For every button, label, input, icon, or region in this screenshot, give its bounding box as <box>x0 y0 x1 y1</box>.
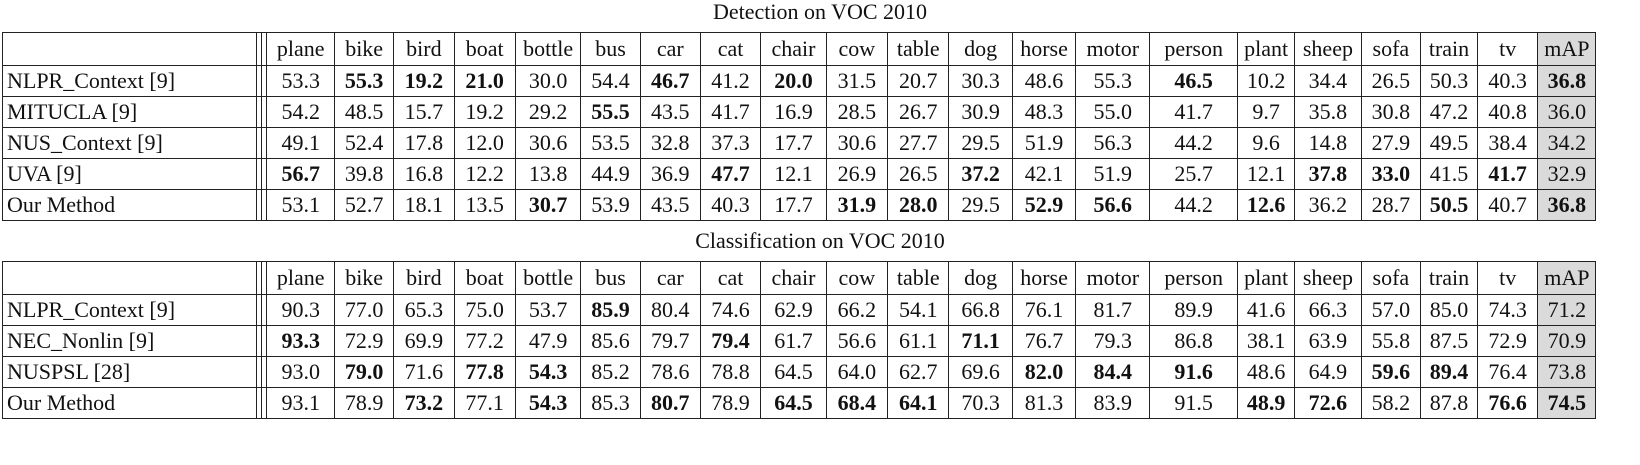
value-cell: 19.2 <box>454 97 515 128</box>
value-cell: 12.1 <box>1238 159 1295 190</box>
value-cell: 80.7 <box>640 388 700 419</box>
value-cell: 21.0 <box>454 66 515 97</box>
value-cell: 64.5 <box>761 357 827 388</box>
method-name: NEC_Nonlin [9] <box>3 326 257 357</box>
value-cell: 54.4 <box>581 66 640 97</box>
value-cell: 85.9 <box>581 295 640 326</box>
method-name: UVA [9] <box>3 159 257 190</box>
column-header: motor <box>1076 33 1150 66</box>
value-cell: 44.2 <box>1150 190 1238 221</box>
value-cell: 50.3 <box>1420 66 1477 97</box>
value-cell: 79.0 <box>335 357 394 388</box>
value-cell: 89.4 <box>1420 357 1477 388</box>
value-cell: 20.7 <box>888 66 949 97</box>
column-header: tv <box>1478 33 1538 66</box>
value-cell: 53.1 <box>267 190 335 221</box>
column-header: car <box>640 33 700 66</box>
value-cell: 76.7 <box>1012 326 1075 357</box>
table-row <box>3 295 1639 326</box>
column-header: tv <box>1478 262 1538 295</box>
value-cell: 49.1 <box>267 128 335 159</box>
column-header: dog <box>949 33 1012 66</box>
value-cell: 40.3 <box>700 190 760 221</box>
map-cell: 74.5 <box>1538 388 1596 419</box>
value-cell: 78.8 <box>700 357 760 388</box>
value-cell: 12.6 <box>1238 190 1295 221</box>
column-header: table <box>888 33 949 66</box>
map-cell: 36.0 <box>1538 97 1596 128</box>
column-header: car <box>640 262 700 295</box>
value-cell: 29.5 <box>949 128 1012 159</box>
value-cell: 56.6 <box>1076 190 1150 221</box>
map-cell: 32.9 <box>1538 159 1596 190</box>
value-cell: 28.0 <box>888 190 949 221</box>
value-cell: 85.6 <box>581 326 640 357</box>
value-cell: 87.8 <box>1420 388 1477 419</box>
value-cell: 77.0 <box>335 295 394 326</box>
value-cell: 68.4 <box>826 388 887 419</box>
value-cell: 55.8 <box>1361 326 1420 357</box>
value-cell: 13.8 <box>515 159 581 190</box>
value-cell: 70.3 <box>949 388 1012 419</box>
value-cell: 30.6 <box>515 128 581 159</box>
value-cell: 17.7 <box>761 128 827 159</box>
value-cell: 54.1 <box>888 295 949 326</box>
value-cell: 58.2 <box>1361 388 1420 419</box>
method-name: NLPR_Context [9] <box>3 66 257 97</box>
detection-table <box>2 32 1639 221</box>
table-row <box>3 388 1639 419</box>
column-header: cat <box>700 33 760 66</box>
value-cell: 39.8 <box>335 159 394 190</box>
value-cell: 77.1 <box>454 388 515 419</box>
table-row <box>3 326 1639 357</box>
value-cell: 32.8 <box>640 128 700 159</box>
value-cell: 87.5 <box>1420 326 1477 357</box>
value-cell: 41.7 <box>700 97 760 128</box>
method-name: Our Method <box>3 190 257 221</box>
value-cell: 57.0 <box>1361 295 1420 326</box>
map-cell: 71.2 <box>1538 295 1596 326</box>
map-cell: 36.8 <box>1538 190 1596 221</box>
value-cell: 9.6 <box>1238 128 1295 159</box>
value-cell: 66.3 <box>1295 295 1362 326</box>
value-cell: 47.9 <box>515 326 581 357</box>
value-cell: 30.0 <box>515 66 581 97</box>
value-cell: 81.3 <box>1012 388 1075 419</box>
value-cell: 59.6 <box>1361 357 1420 388</box>
value-cell: 12.2 <box>454 159 515 190</box>
column-header: bird <box>394 262 454 295</box>
value-cell: 71.6 <box>394 357 454 388</box>
value-cell: 66.2 <box>826 295 887 326</box>
value-cell: 36.2 <box>1295 190 1362 221</box>
value-cell: 85.2 <box>581 357 640 388</box>
value-cell: 55.5 <box>581 97 640 128</box>
method-name: MITUCLA [9] <box>3 97 257 128</box>
value-cell: 55.3 <box>1076 66 1150 97</box>
value-cell: 31.9 <box>826 190 887 221</box>
value-cell: 64.0 <box>826 357 887 388</box>
value-cell: 74.6 <box>700 295 760 326</box>
value-cell: 55.0 <box>1076 97 1150 128</box>
column-header: bike <box>335 33 394 66</box>
value-cell: 79.3 <box>1076 326 1150 357</box>
value-cell: 13.5 <box>454 190 515 221</box>
value-cell: 72.9 <box>335 326 394 357</box>
value-cell: 55.3 <box>335 66 394 97</box>
value-cell: 36.9 <box>640 159 700 190</box>
value-cell: 93.1 <box>267 388 335 419</box>
value-cell: 30.7 <box>515 190 581 221</box>
method-name: NUSPSL [28] <box>3 357 257 388</box>
value-cell: 53.5 <box>581 128 640 159</box>
value-cell: 81.7 <box>1076 295 1150 326</box>
column-header: person <box>1150 262 1238 295</box>
value-cell: 71.1 <box>949 326 1012 357</box>
value-cell: 76.1 <box>1012 295 1075 326</box>
column-header: chair <box>761 33 827 66</box>
value-cell: 63.9 <box>1295 326 1362 357</box>
value-cell: 16.8 <box>394 159 454 190</box>
value-cell: 89.9 <box>1150 295 1238 326</box>
column-header: sofa <box>1361 33 1420 66</box>
value-cell: 12.0 <box>454 128 515 159</box>
value-cell: 53.3 <box>267 66 335 97</box>
value-cell: 41.2 <box>700 66 760 97</box>
column-header: bus <box>581 33 640 66</box>
value-cell: 77.2 <box>454 326 515 357</box>
column-header: plant <box>1238 33 1295 66</box>
value-cell: 52.4 <box>335 128 394 159</box>
map-cell: 70.9 <box>1538 326 1596 357</box>
column-header: mAP <box>1538 33 1596 66</box>
column-header: cow <box>826 33 887 66</box>
value-cell: 30.8 <box>1361 97 1420 128</box>
value-cell: 26.5 <box>1361 66 1420 97</box>
classification-table <box>2 261 1639 419</box>
value-cell: 48.6 <box>1238 357 1295 388</box>
corner-cell <box>3 33 257 66</box>
column-header: chair <box>761 262 827 295</box>
table-row <box>3 97 1639 128</box>
value-cell: 86.8 <box>1150 326 1238 357</box>
value-cell: 41.7 <box>1478 159 1538 190</box>
value-cell: 42.1 <box>1012 159 1075 190</box>
method-name: Our Method <box>3 388 257 419</box>
value-cell: 84.4 <box>1076 357 1150 388</box>
column-header: sheep <box>1295 33 1362 66</box>
value-cell: 78.9 <box>335 388 394 419</box>
value-cell: 72.6 <box>1295 388 1362 419</box>
value-cell: 53.7 <box>515 295 581 326</box>
value-cell: 66.8 <box>949 295 1012 326</box>
table-row <box>3 357 1639 388</box>
column-header: train <box>1420 33 1477 66</box>
value-cell: 30.9 <box>949 97 1012 128</box>
value-cell: 41.7 <box>1150 97 1238 128</box>
value-cell: 35.8 <box>1295 97 1362 128</box>
value-cell: 69.9 <box>394 326 454 357</box>
value-cell: 40.3 <box>1478 66 1538 97</box>
value-cell: 56.7 <box>267 159 335 190</box>
table-caption: Classification on VOC 2010 <box>695 228 945 253</box>
value-cell: 26.5 <box>888 159 949 190</box>
map-cell: 36.8 <box>1538 66 1596 97</box>
value-cell: 73.2 <box>394 388 454 419</box>
value-cell: 27.7 <box>888 128 949 159</box>
value-cell: 28.5 <box>826 97 887 128</box>
column-header: sofa <box>1361 262 1420 295</box>
value-cell: 34.4 <box>1295 66 1362 97</box>
column-header: bird <box>394 33 454 66</box>
column-header: plane <box>267 33 335 66</box>
value-cell: 74.3 <box>1478 295 1538 326</box>
value-cell: 93.0 <box>267 357 335 388</box>
value-cell: 62.7 <box>888 357 949 388</box>
table-row <box>3 66 1639 97</box>
column-header: dog <box>949 262 1012 295</box>
method-name: NLPR_Context [9] <box>3 295 257 326</box>
header-row <box>3 262 1639 295</box>
value-cell: 29.5 <box>949 190 1012 221</box>
value-cell: 27.9 <box>1361 128 1420 159</box>
value-cell: 37.3 <box>700 128 760 159</box>
column-header: mAP <box>1538 262 1596 295</box>
value-cell: 50.5 <box>1420 190 1477 221</box>
column-header: boat <box>454 262 515 295</box>
value-cell: 61.1 <box>888 326 949 357</box>
value-cell: 52.7 <box>335 190 394 221</box>
value-cell: 79.7 <box>640 326 700 357</box>
value-cell: 47.7 <box>700 159 760 190</box>
value-cell: 51.9 <box>1012 128 1075 159</box>
value-cell: 41.5 <box>1420 159 1477 190</box>
column-header: cow <box>826 262 887 295</box>
value-cell: 30.6 <box>826 128 887 159</box>
value-cell: 83.9 <box>1076 388 1150 419</box>
value-cell: 49.5 <box>1420 128 1477 159</box>
value-cell: 40.7 <box>1478 190 1538 221</box>
value-cell: 56.6 <box>826 326 887 357</box>
value-cell: 20.0 <box>761 66 827 97</box>
value-cell: 56.3 <box>1076 128 1150 159</box>
column-header: horse <box>1012 33 1075 66</box>
value-cell: 69.6 <box>949 357 1012 388</box>
value-cell: 9.7 <box>1238 97 1295 128</box>
value-cell: 64.9 <box>1295 357 1362 388</box>
value-cell: 17.7 <box>761 190 827 221</box>
value-cell: 48.6 <box>1012 66 1075 97</box>
value-cell: 38.1 <box>1238 326 1295 357</box>
value-cell: 41.6 <box>1238 295 1295 326</box>
column-header: train <box>1420 262 1477 295</box>
value-cell: 28.7 <box>1361 190 1420 221</box>
table-caption: Detection on VOC 2010 <box>712 0 928 24</box>
column-header: bottle <box>515 262 581 295</box>
map-cell: 34.2 <box>1538 128 1596 159</box>
value-cell: 12.1 <box>761 159 827 190</box>
column-header: motor <box>1076 262 1150 295</box>
value-cell: 78.9 <box>700 388 760 419</box>
value-cell: 65.3 <box>394 295 454 326</box>
value-cell: 85.0 <box>1420 295 1477 326</box>
value-cell: 17.8 <box>394 128 454 159</box>
column-header: bike <box>335 262 394 295</box>
value-cell: 48.9 <box>1238 388 1295 419</box>
corner-cell <box>3 262 257 295</box>
value-cell: 46.5 <box>1150 66 1238 97</box>
value-cell: 37.8 <box>1295 159 1362 190</box>
value-cell: 54.3 <box>515 357 581 388</box>
table-row <box>3 128 1639 159</box>
column-header: sheep <box>1295 262 1362 295</box>
value-cell: 18.1 <box>394 190 454 221</box>
value-cell: 90.3 <box>267 295 335 326</box>
column-header: plane <box>267 262 335 295</box>
value-cell: 33.0 <box>1361 159 1420 190</box>
value-cell: 37.2 <box>949 159 1012 190</box>
value-cell: 15.7 <box>394 97 454 128</box>
value-cell: 29.2 <box>515 97 581 128</box>
column-header: table <box>888 262 949 295</box>
value-cell: 77.8 <box>454 357 515 388</box>
value-cell: 26.7 <box>888 97 949 128</box>
value-cell: 91.6 <box>1150 357 1238 388</box>
value-cell: 85.3 <box>581 388 640 419</box>
value-cell: 72.9 <box>1478 326 1538 357</box>
table-row <box>3 159 1639 190</box>
value-cell: 52.9 <box>1012 190 1075 221</box>
value-cell: 53.9 <box>581 190 640 221</box>
table-row <box>3 190 1639 221</box>
value-cell: 54.2 <box>267 97 335 128</box>
value-cell: 61.7 <box>761 326 827 357</box>
value-cell: 47.2 <box>1420 97 1477 128</box>
value-cell: 44.2 <box>1150 128 1238 159</box>
value-cell: 80.4 <box>640 295 700 326</box>
value-cell: 64.5 <box>761 388 827 419</box>
column-header: boat <box>454 33 515 66</box>
value-cell: 26.9 <box>826 159 887 190</box>
value-cell: 64.1 <box>888 388 949 419</box>
value-cell: 93.3 <box>267 326 335 357</box>
value-cell: 76.4 <box>1478 357 1538 388</box>
value-cell: 54.3 <box>515 388 581 419</box>
value-cell: 76.6 <box>1478 388 1538 419</box>
method-name: NUS_Context [9] <box>3 128 257 159</box>
value-cell: 82.0 <box>1012 357 1075 388</box>
value-cell: 38.4 <box>1478 128 1538 159</box>
column-header: bus <box>581 262 640 295</box>
value-cell: 19.2 <box>394 66 454 97</box>
map-cell: 73.8 <box>1538 357 1596 388</box>
value-cell: 40.8 <box>1478 97 1538 128</box>
value-cell: 48.3 <box>1012 97 1075 128</box>
column-header: cat <box>700 262 760 295</box>
value-cell: 31.5 <box>826 66 887 97</box>
value-cell: 30.3 <box>949 66 1012 97</box>
value-cell: 78.6 <box>640 357 700 388</box>
value-cell: 14.8 <box>1295 128 1362 159</box>
value-cell: 75.0 <box>454 295 515 326</box>
column-header: person <box>1150 33 1238 66</box>
column-header: plant <box>1238 262 1295 295</box>
value-cell: 43.5 <box>640 190 700 221</box>
value-cell: 25.7 <box>1150 159 1238 190</box>
header-row <box>3 33 1639 66</box>
value-cell: 91.5 <box>1150 388 1238 419</box>
value-cell: 16.9 <box>761 97 827 128</box>
value-cell: 44.9 <box>581 159 640 190</box>
value-cell: 51.9 <box>1076 159 1150 190</box>
column-header: horse <box>1012 262 1075 295</box>
value-cell: 62.9 <box>761 295 827 326</box>
value-cell: 79.4 <box>700 326 760 357</box>
value-cell: 10.2 <box>1238 66 1295 97</box>
value-cell: 43.5 <box>640 97 700 128</box>
column-header: bottle <box>515 33 581 66</box>
value-cell: 48.5 <box>335 97 394 128</box>
value-cell: 46.7 <box>640 66 700 97</box>
